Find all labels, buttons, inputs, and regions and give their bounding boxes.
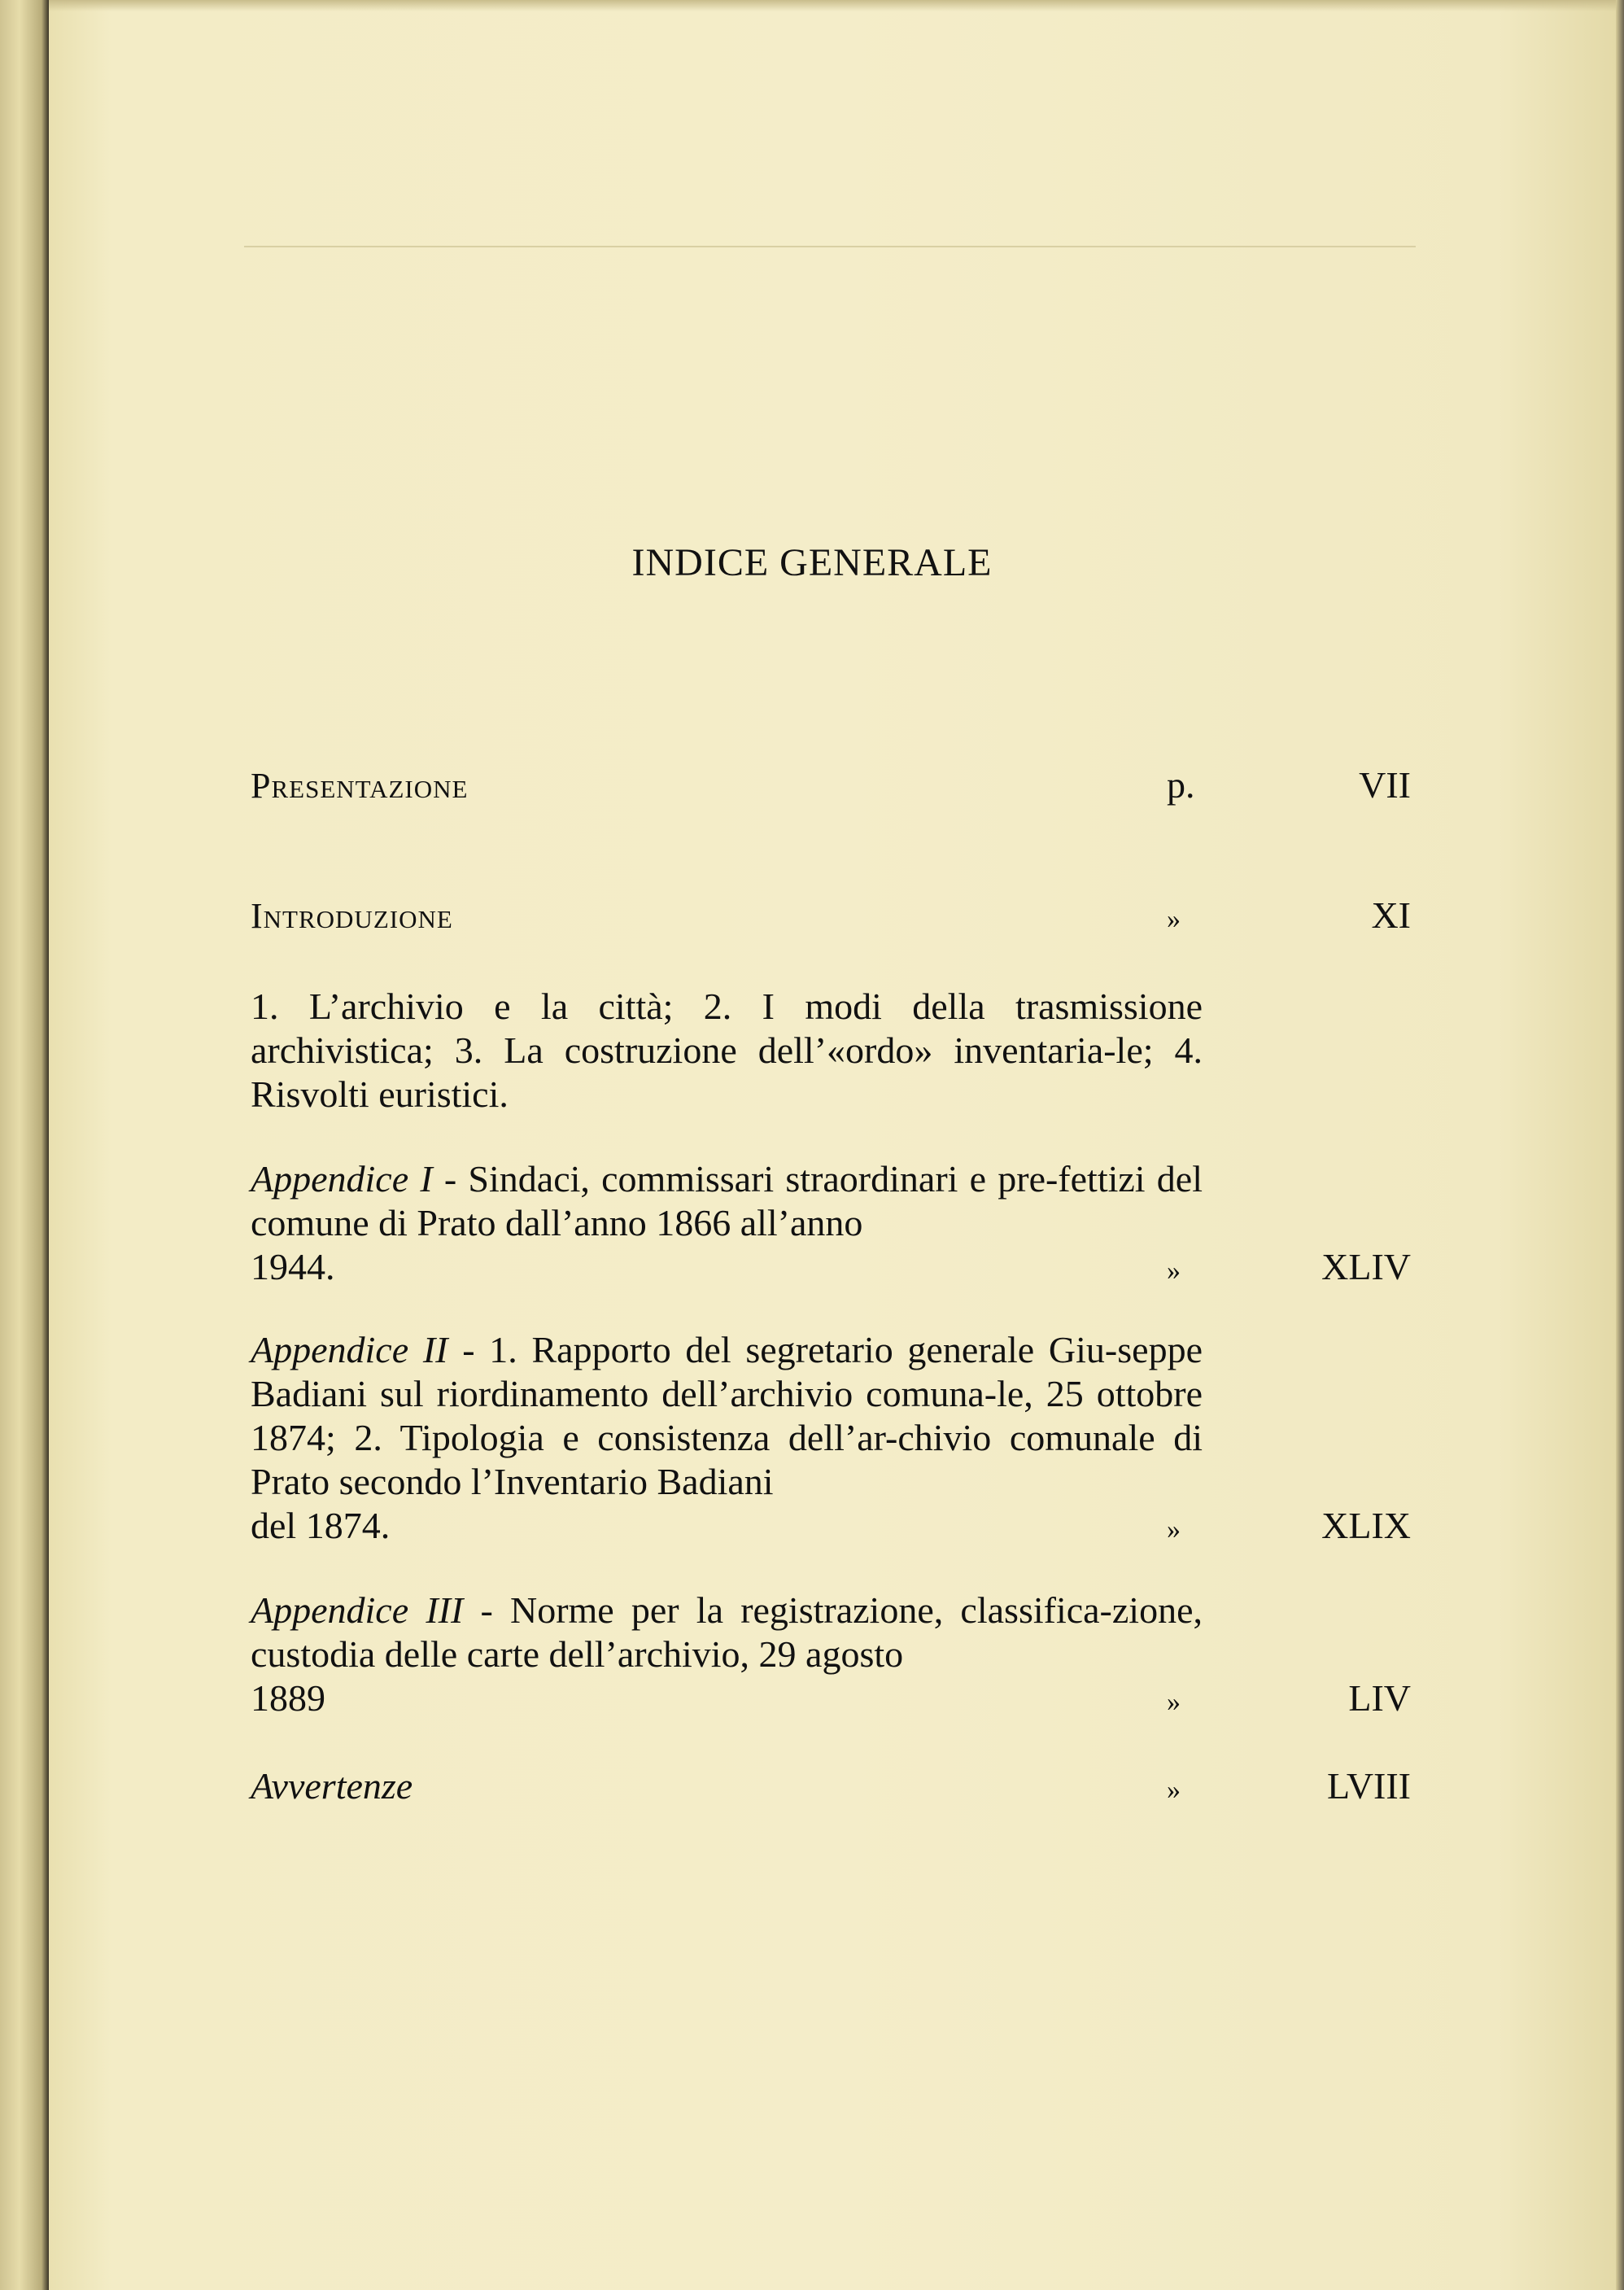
toc-entry-avvertenze: [251, 1764, 1411, 1812]
toc-entry-presentazione: [251, 763, 1411, 806]
toc-description: 1. L’archivio e la città; 2. I modi della trasmissione archivistica; 3. La costruzione dell’«ordo» inventaria-le; 4. Risvolti euristici.: [251, 985, 1203, 1115]
toc-description: [251, 1157, 1203, 1245]
page-number: LIV: [1348, 1677, 1411, 1719]
toc-entry-appendice-2: [251, 1328, 1411, 1552]
toc-text: - Sindaci, commissari straordinari e pre-fettizi del comune di Prato dall’anno 1866 all’anno: [251, 1158, 1203, 1243]
toc-page-ref: [1167, 1676, 1411, 1724]
toc-entry-introduzione: [251, 894, 1411, 937]
page: [49, 0, 1624, 2290]
toc-description: [251, 1589, 1203, 1676]
page-top-shadow: [49, 0, 1624, 11]
toc-entry-intro-sections: [251, 985, 1411, 1117]
toc-page-ref: [1167, 1504, 1411, 1552]
toc-page-ref: [1167, 1245, 1411, 1293]
toc-entry-appendice-1: [251, 1157, 1411, 1293]
toc-label: Appendice III: [251, 1589, 464, 1631]
page-prefix: »: [1167, 1514, 1181, 1545]
page-prefix: »: [1167, 904, 1181, 934]
book-binding: [0, 0, 49, 2290]
toc-description: [251, 1328, 1203, 1504]
page-number: XLIV: [1321, 1246, 1411, 1287]
toc-text-last-line: 1944.: [251, 1246, 335, 1287]
page-prefix: »: [1167, 1775, 1181, 1805]
toc-text-last-line: 1889: [251, 1677, 325, 1719]
toc-page-ref: [1167, 763, 1411, 806]
toc-text: - Norme per la registrazione, classifica-zione, custodia delle carte dell’archivio, 29 agosto: [251, 1589, 1203, 1675]
toc-page-ref: [1167, 1764, 1411, 1812]
page-number: XLIX: [1321, 1505, 1411, 1546]
page-right-edge: [1616, 0, 1624, 2290]
page-title: INDICE GENERALE: [631, 541, 993, 584]
toc-label: Appendice II: [251, 1329, 448, 1370]
page-number: VII: [1359, 764, 1411, 806]
toc-label: Appendice I: [251, 1158, 433, 1200]
page-prefix: »: [1167, 1256, 1181, 1286]
page-number: XI: [1371, 894, 1411, 936]
toc-entry-appendice-3: [251, 1589, 1411, 1724]
show-through-rule: [244, 246, 1416, 247]
toc-label: Avvertenze: [251, 1765, 413, 1807]
page-prefix: p.: [1167, 764, 1195, 806]
toc-label: Introduzione: [251, 896, 453, 936]
toc-text: - 1. Rapporto del segretario generale Giu-seppe Badiani sul riordinamento dell’archivio comuna-le, 25 ottobre 1874; 2. Tipologia e consistenza dell’ar-chivio comunale di Prato secondo l’Inventario Badiani: [251, 1329, 1203, 1502]
toc-page-ref: [1167, 894, 1411, 937]
toc-text-last-line: del 1874.: [251, 1505, 391, 1546]
toc-label: Presentazione: [251, 766, 469, 806]
page-prefix: »: [1167, 1687, 1181, 1717]
page-number: LVIII: [1326, 1765, 1411, 1807]
